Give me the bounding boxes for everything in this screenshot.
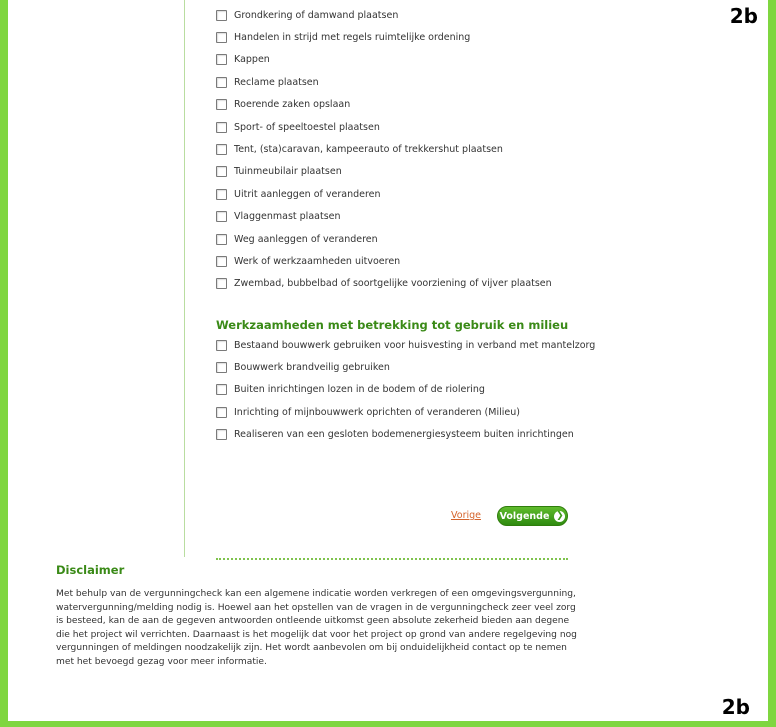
- checkbox-label[interactable]: Weg aanleggen of veranderen: [234, 233, 378, 245]
- checkbox-row[interactable]: [216, 228, 552, 250]
- page-tag-top: 2b: [729, 4, 758, 28]
- checkbox-row[interactable]: [216, 273, 552, 295]
- checkbox[interactable]: [216, 189, 227, 200]
- checkbox[interactable]: [216, 234, 227, 245]
- checkbox-label[interactable]: Buiten inrichtingen lozen in de bodem of de riolering: [234, 384, 485, 396]
- checkbox-row[interactable]: [216, 71, 552, 93]
- previous-link[interactable]: Vorige: [451, 510, 481, 521]
- checkbox-label[interactable]: Kappen: [234, 54, 270, 66]
- checkbox[interactable]: [216, 384, 227, 395]
- checkbox[interactable]: [216, 166, 227, 177]
- activities-checkbox-list: [216, 4, 552, 295]
- checkbox-label[interactable]: Sport- of speeltoestel plaatsen: [234, 121, 380, 133]
- checkbox[interactable]: [216, 429, 227, 440]
- checkbox-label[interactable]: Vlaggenmast plaatsen: [234, 211, 341, 223]
- checkbox[interactable]: [216, 340, 227, 351]
- checkbox-label[interactable]: Tuinmeubilair plaatsen: [234, 166, 342, 178]
- checkbox[interactable]: [216, 122, 227, 133]
- next-button[interactable]: [497, 506, 568, 526]
- checkbox[interactable]: [216, 32, 227, 43]
- checkbox-row[interactable]: [216, 401, 595, 423]
- checkbox-row[interactable]: [216, 206, 552, 228]
- checkbox[interactable]: [216, 54, 227, 65]
- checkbox-row[interactable]: [216, 49, 552, 71]
- checkbox-row[interactable]: [216, 424, 595, 446]
- checkbox-label[interactable]: Tent, (sta)caravan, kampeerauto of trekkershut plaatsen: [234, 144, 503, 156]
- column-divider: [184, 0, 185, 557]
- checkbox-label[interactable]: Realiseren van een gesloten bodemenergiesysteem buiten inrichtingen: [234, 429, 574, 441]
- checkbox-row[interactable]: [216, 379, 595, 401]
- checkbox-label[interactable]: Bouwwerk brandveilig gebruiken: [234, 362, 390, 374]
- checkbox[interactable]: [216, 144, 227, 155]
- checkbox-label[interactable]: Werk of werkzaamheden uitvoeren: [234, 255, 401, 267]
- checkbox-label[interactable]: Handelen in strijd met regels ruimtelijke ordening: [234, 32, 471, 44]
- checkbox-row[interactable]: [216, 4, 552, 26]
- checkbox-label[interactable]: Roerende zaken opslaan: [234, 99, 351, 111]
- checkbox-row[interactable]: [216, 138, 552, 160]
- checkbox-label[interactable]: Bestaand bouwwerk gebruiken voor huisvesting in verband met mantelzorg: [234, 339, 596, 351]
- checkbox-row[interactable]: [216, 94, 552, 116]
- checkbox-row[interactable]: [216, 161, 552, 183]
- checkbox[interactable]: [216, 77, 227, 88]
- next-button-label: Volgende: [499, 510, 550, 522]
- disclaimer-text: Met behulp van de vergunningcheck kan een algemene indicatie worden verkregen of een omgevingsvergunning, watervergunning/melding nodig is. Hoewel aan het opstellen van de vragen in de vergunningcheck zeer veel zorg is besteed, kan de aan de gegeven antwoorden ontleende uitkomst geen absolute zekerheid bieden aan degene die het project wil verrichten. Daarnaast is het mogelijk dat voor het project op grond van andere regelgeving nog vergunningen of meldingen noodzakelijk zijn. Het wordt aanbevolen om bij onduidelijkheid contact op te nemen met het bevoegd gezag voor meer informatie.: [56, 589, 577, 667]
- checkbox-label[interactable]: Uitrit aanleggen of veranderen: [234, 188, 381, 200]
- checkbox[interactable]: [216, 10, 227, 21]
- usage-checkbox-list: [216, 334, 595, 446]
- checkbox-label[interactable]: Reclame plaatsen: [234, 76, 319, 88]
- checkbox[interactable]: [216, 362, 227, 373]
- checkbox[interactable]: [216, 99, 227, 110]
- checkbox[interactable]: [216, 278, 227, 289]
- checkbox-row[interactable]: [216, 26, 552, 48]
- dotted-divider: [216, 558, 568, 560]
- page-tag-bottom: 2b: [721, 695, 750, 719]
- checkbox[interactable]: [216, 407, 227, 418]
- checkbox-row[interactable]: [216, 116, 552, 138]
- checkbox-row[interactable]: [216, 250, 552, 272]
- checkbox-label[interactable]: Zwembad, bubbelbad of soortgelijke voorziening of vijver plaatsen: [234, 278, 552, 290]
- disclaimer-title: Disclaimer: [56, 563, 125, 577]
- checkbox-row[interactable]: [216, 334, 595, 356]
- checkbox[interactable]: [216, 211, 227, 222]
- checkbox-label[interactable]: Inrichting of mijnbouwwerk oprichten of veranderen (Milieu): [234, 406, 520, 418]
- checkbox-label[interactable]: Grondkering of damwand plaatsen: [234, 9, 399, 21]
- checkbox-row[interactable]: [216, 356, 595, 378]
- checkbox-row[interactable]: [216, 183, 552, 205]
- chevron-right-icon: ❯: [556, 510, 564, 521]
- section-title-usage: Werkzaamheden met betrekking tot gebruik en milieu: [216, 318, 569, 332]
- checkbox[interactable]: [216, 256, 227, 267]
